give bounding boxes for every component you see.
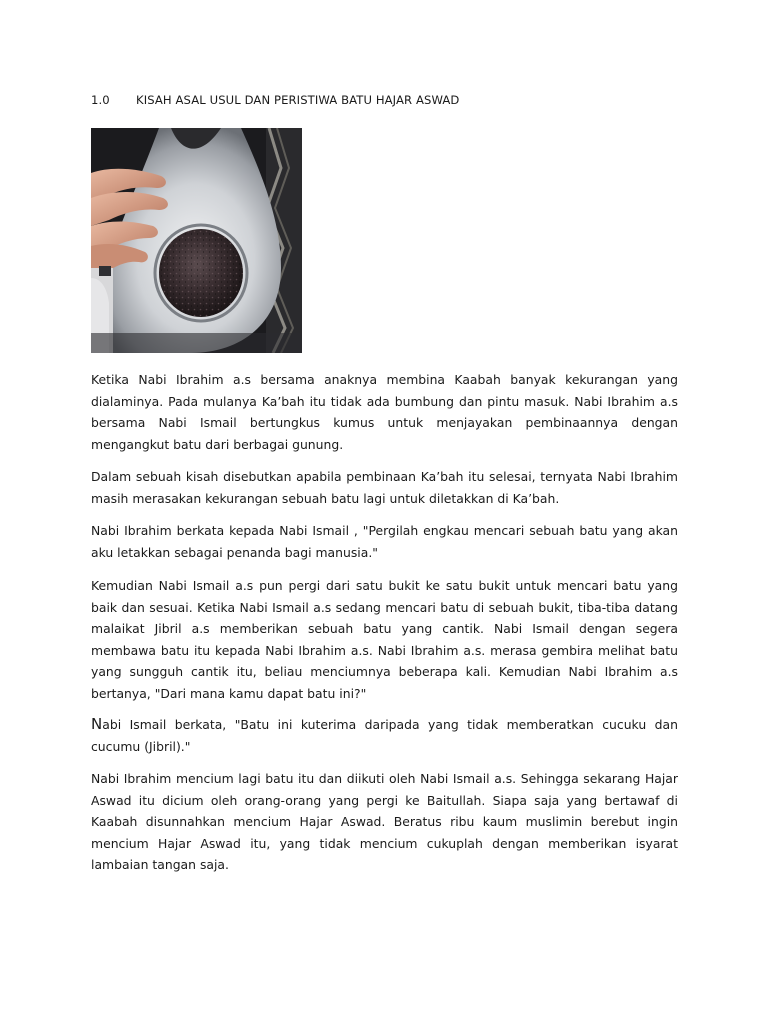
paragraph-2: Dalam sebuah kisah disebutkan apabila pembinaan Ka’bah itu selesai, ternyata Nabi Ibrahim masih merasakan kekurangan sebuah batu lagi untuk diletakkan di Ka’bah. (91, 469, 678, 506)
paragraph-5 (91, 714, 678, 757)
paragraph-6: Nabi Ibrahim mencium lagi batu itu dan diikuti oleh Nabi Ismail a.s. Sehingga sekarang Hajar Aswad itu dicium oleh orang-orang yang pergi ke Baitullah. Siapa saja yang bertawaf di Kaabah disunnahkan mencium Hajar Aswad. Beratus ribu kaum muslimin berebut ingin mencium Hajar Aswad itu, yang tidak mencium cukuplah dengan memberikan isyarat lambaian tangan saja. (91, 771, 678, 872)
paragraph-4: Kemudian Nabi Ismail a.s pun pergi dari satu bukit ke satu bukit untuk mencari batu yang baik dan sesuai. Ketika Nabi Ismail a.s sedang mencari batu di sebuah bukit, tiba-tiba datang malaikat Jibril a.s memberikan sebuah batu yang cantik. Nabi Ismail dengan segera membawa batu itu kepada Nabi Ibrahim a.s. Nabi Ibrahim a.s. merasa gembira melihat batu yang sungguh cantik itu, beliau menciumnya beberapa kali. Kemudian Nabi Ibrahim a.s bertanya, "Dari mana kamu dapat batu ini?" (91, 578, 678, 701)
paragraph-1: Ketika Nabi Ibrahim a.s bersama anaknya membina Kaabah banyak kekurangan yang dialaminya. Pada mulanya Ka’bah itu tidak ada bumbung dan pintu masuk. Nabi Ibrahim a.s bersama Nabi Ismail bertungkus kumus untuk menjayakan pembinaannya dengan mengangkut batu dari berbagai gunung. (91, 372, 678, 452)
section-heading (91, 93, 459, 107)
section-title: KISAH ASAL USUL DAN PERISTIWA BATU HAJAR ASWAD (136, 93, 460, 107)
paragraph-5-rest: abi Ismail berkata, "Batu ini kuterima daripada yang tidak memberatkan cucuku dan cucumu (Jibril)." (91, 717, 678, 754)
paragraph-3: Nabi Ibrahim berkata kepada Nabi Ismail , "Pergilah engkau mencari sebuah batu yang akan aku letakkan sebagai penanda bagi manusia." (91, 523, 678, 560)
hajar-aswad-photo (91, 128, 302, 353)
paragraph-5-initial: N (91, 715, 103, 733)
section-number: 1.0 (91, 93, 110, 107)
